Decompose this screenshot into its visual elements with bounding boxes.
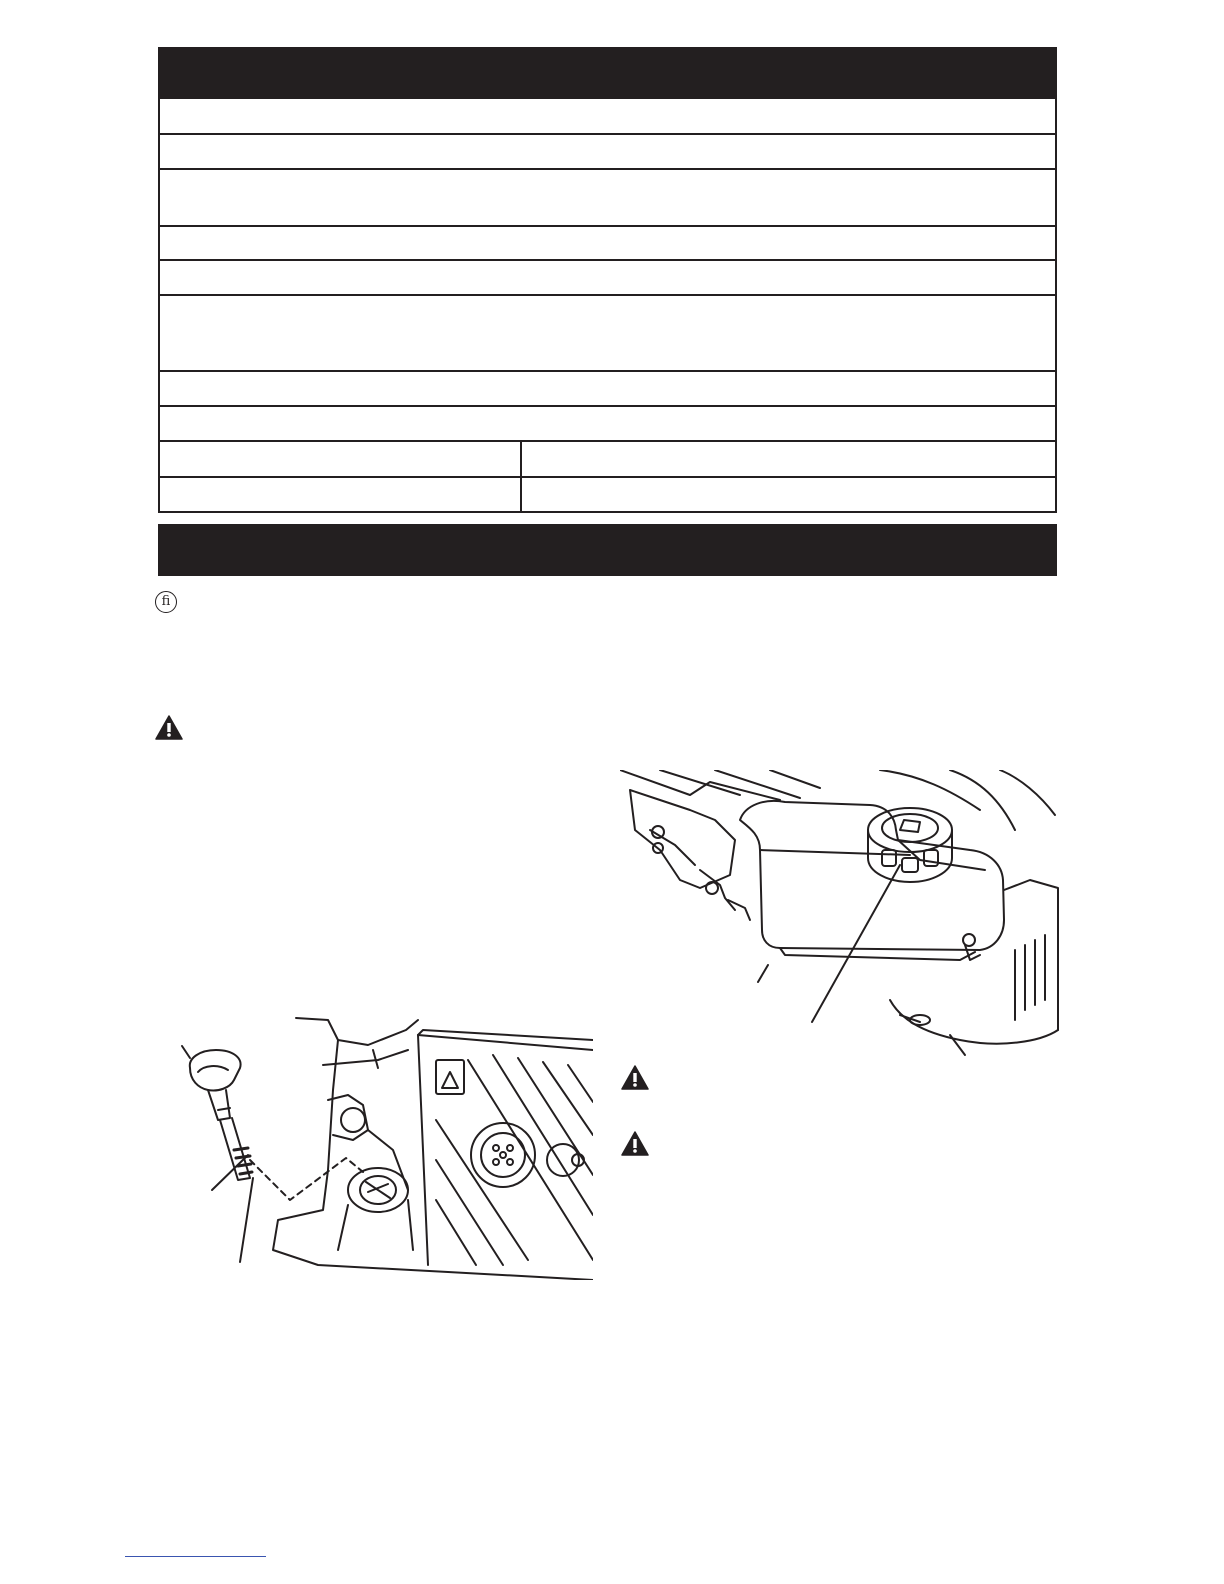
spec-row: [158, 261, 1057, 296]
warning-triangle-icon: [621, 1065, 649, 1090]
spec-row: [158, 227, 1057, 261]
spec-row: [158, 170, 1057, 227]
spec-cell-left: [160, 442, 522, 476]
info-circle-icon: ﬁ: [155, 591, 177, 613]
section-heading-bar: [158, 524, 1057, 576]
spec-cell-right: [522, 442, 1055, 476]
fuel-tank-illustration: [620, 770, 1060, 1060]
spec-cell-left: [160, 478, 522, 511]
oil-dipstick-illustration: [178, 1010, 593, 1280]
spec-row-split: [158, 478, 1057, 513]
spec-row: [158, 407, 1057, 442]
footer-rule: [125, 1556, 266, 1557]
spec-row: [158, 296, 1057, 372]
spec-row: [158, 135, 1057, 170]
warning-triangle-icon: [155, 715, 183, 740]
spec-row-split: [158, 442, 1057, 478]
warning-triangle-icon: [621, 1131, 649, 1156]
spec-cell-right: [522, 478, 1055, 511]
spec-row: [158, 99, 1057, 135]
specifications-table-header: [158, 47, 1057, 99]
spec-row: [158, 372, 1057, 407]
specifications-table: [158, 47, 1057, 513]
